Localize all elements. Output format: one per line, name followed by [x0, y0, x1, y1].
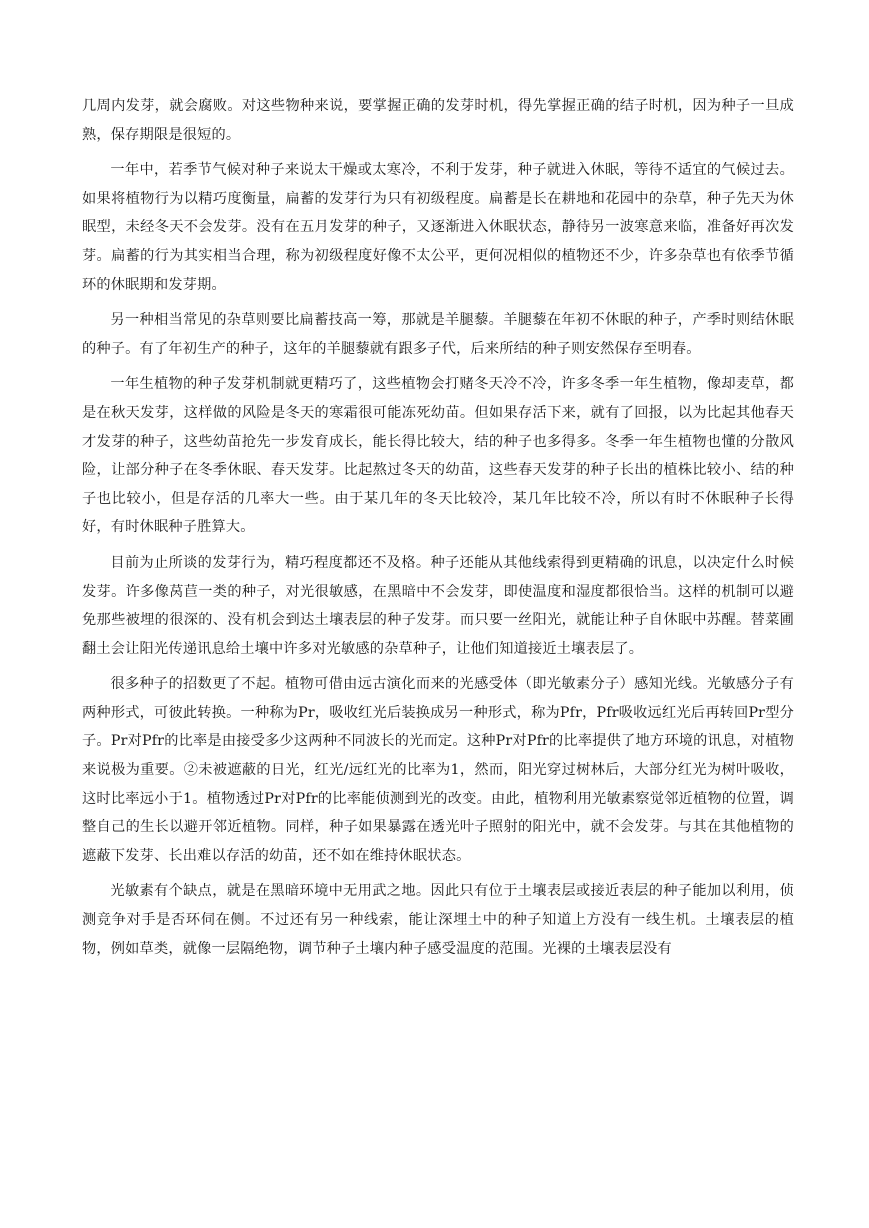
- document-page: [82, 92, 794, 970]
- paragraph-1: 几周内发芽，就会腐败。对这些物种来说，要掌握正确的发芽时机，得先掌握正确的结子时机，因为种子一旦成熟，保存期限是很短的。: [82, 98, 794, 143]
- paragraph-4: 一年生植物的种子发芽机制就更精巧了，这些植物会打赌冬天冷不冷，许多冬季一年生植物，像却麦草，都是在秋天发芽，这样做的风险是冬天的寒霜很可能冻死幼苗。但如果存活下来，就有了回报，以为比起其他春天才发芽的种子，这些幼苗抢先一步发育成长，能长得比较大，结的种子也多得多。冬季一年生植物也懂的分散风险，让部分种子在冬季休眠、春天发芽。比起熬过冬天的幼苗，这些春天发芽的种子长出的植株比较小、结的种子也比较小，但是存活的几率大一些。由于某几年的冬天比较冷，某几年比较不冷，所以有时不休眠种子长得好，有时休眠种子胜算大。: [82, 376, 794, 536]
- paragraph-5: 目前为止所谈的发芽行为，精巧程度都还不及格。种子还能从其他线索得到更精确的讯息，以决定什么时候发芽。许多像莴苣一类的种子，对光很敏感，在黑暗中不会发芽，即使温度和湿度都很恰当。这样的机制可以避免那些被埋的很深的、没有机会到达土壤表层的种子发芽。而只要一丝阳光，就能让种子自休眠中苏醒。替菜圃翻土会让阳光传递讯息给土壤中许多对光敏感的杂草种子，让他们知道接近土壤表层了。: [82, 554, 794, 657]
- paragraph-3: 另一种相当常见的杂草则要比扁蓄技高一筹，那就是羊腿藜。羊腿藜在年初不休眠的种子，产季时则结休眠的种子。有了年初生产的种子，这年的羊腿藜就有跟多子代，后来所结的种子则安然保存至明春。: [82, 312, 794, 357]
- paragraph-2: 一年中，若季节气候对种子来说太干燥或太寒冷，不利于发芽，种子就进入休眠，等待不适宜的气候过去。如果将植物行为以精巧度衡量，扁蓄的发芽行为只有初级程度。扁蓄是长在耕地和花园中的杂草，种子先天为休眠型，未经冬天不会发芽。没有在五月发芽的种子，又逐渐进入休眠状态，静待另一波寒意来临，准备好再次发芽。扁蓄的行为其实相当合理，称为初级程度好像不太公平，更何况相似的植物还不少，许多杂草也有依季节循环的休眠期和发芽期。: [82, 162, 794, 293]
- paragraph-7: 光敏素有个缺点，就是在黑暗环境中无用武之地。因此只有位于土壤表层或接近表层的种子能加以利用，侦测竞争对手是否环伺在侧。不过还有另一种线索，能让深埋土中的种子知道上方没有一线生机。土壤表层的植物，例如草类，就像一层隔绝物，调节种子土壤内种子感受温度的范围。光裸的土壤表层没有: [82, 883, 794, 957]
- paragraph-6: 很多种子的招数更了不起。植物可借由远古演化而来的光感受体（即光敏素分子）感知光线。光敏感分子有两种形式，可彼此转换。一种称为Pr，吸收红光后装换成另一种形式，称为Pfr，Pfr吸收远红光后再转回Pr型分子。Pr对Pfr的比率是由接受多少这两种不同波长的光而定。这种Pr对Pfr的比率提供了地方环境的讯息，对植物来说极为重要。②未被遮蔽的日光，红光/远红光的比率为1，然而，阳光穿过树林后，大部分红光为树叶吸收，这时比率远小于1。植物透过Pr对Pfr的比率能侦测到光的改变。由此，植物利用光敏素察觉邻近植物的位置，调整自己的生长以避开邻近植物。同样，种子如果暴露在透光叶子照射的阳光中，就不会发芽。与其在其他植物的遮蔽下发芽、长出难以存活的幼苗，还不如在维持休眠状态。: [82, 676, 794, 864]
